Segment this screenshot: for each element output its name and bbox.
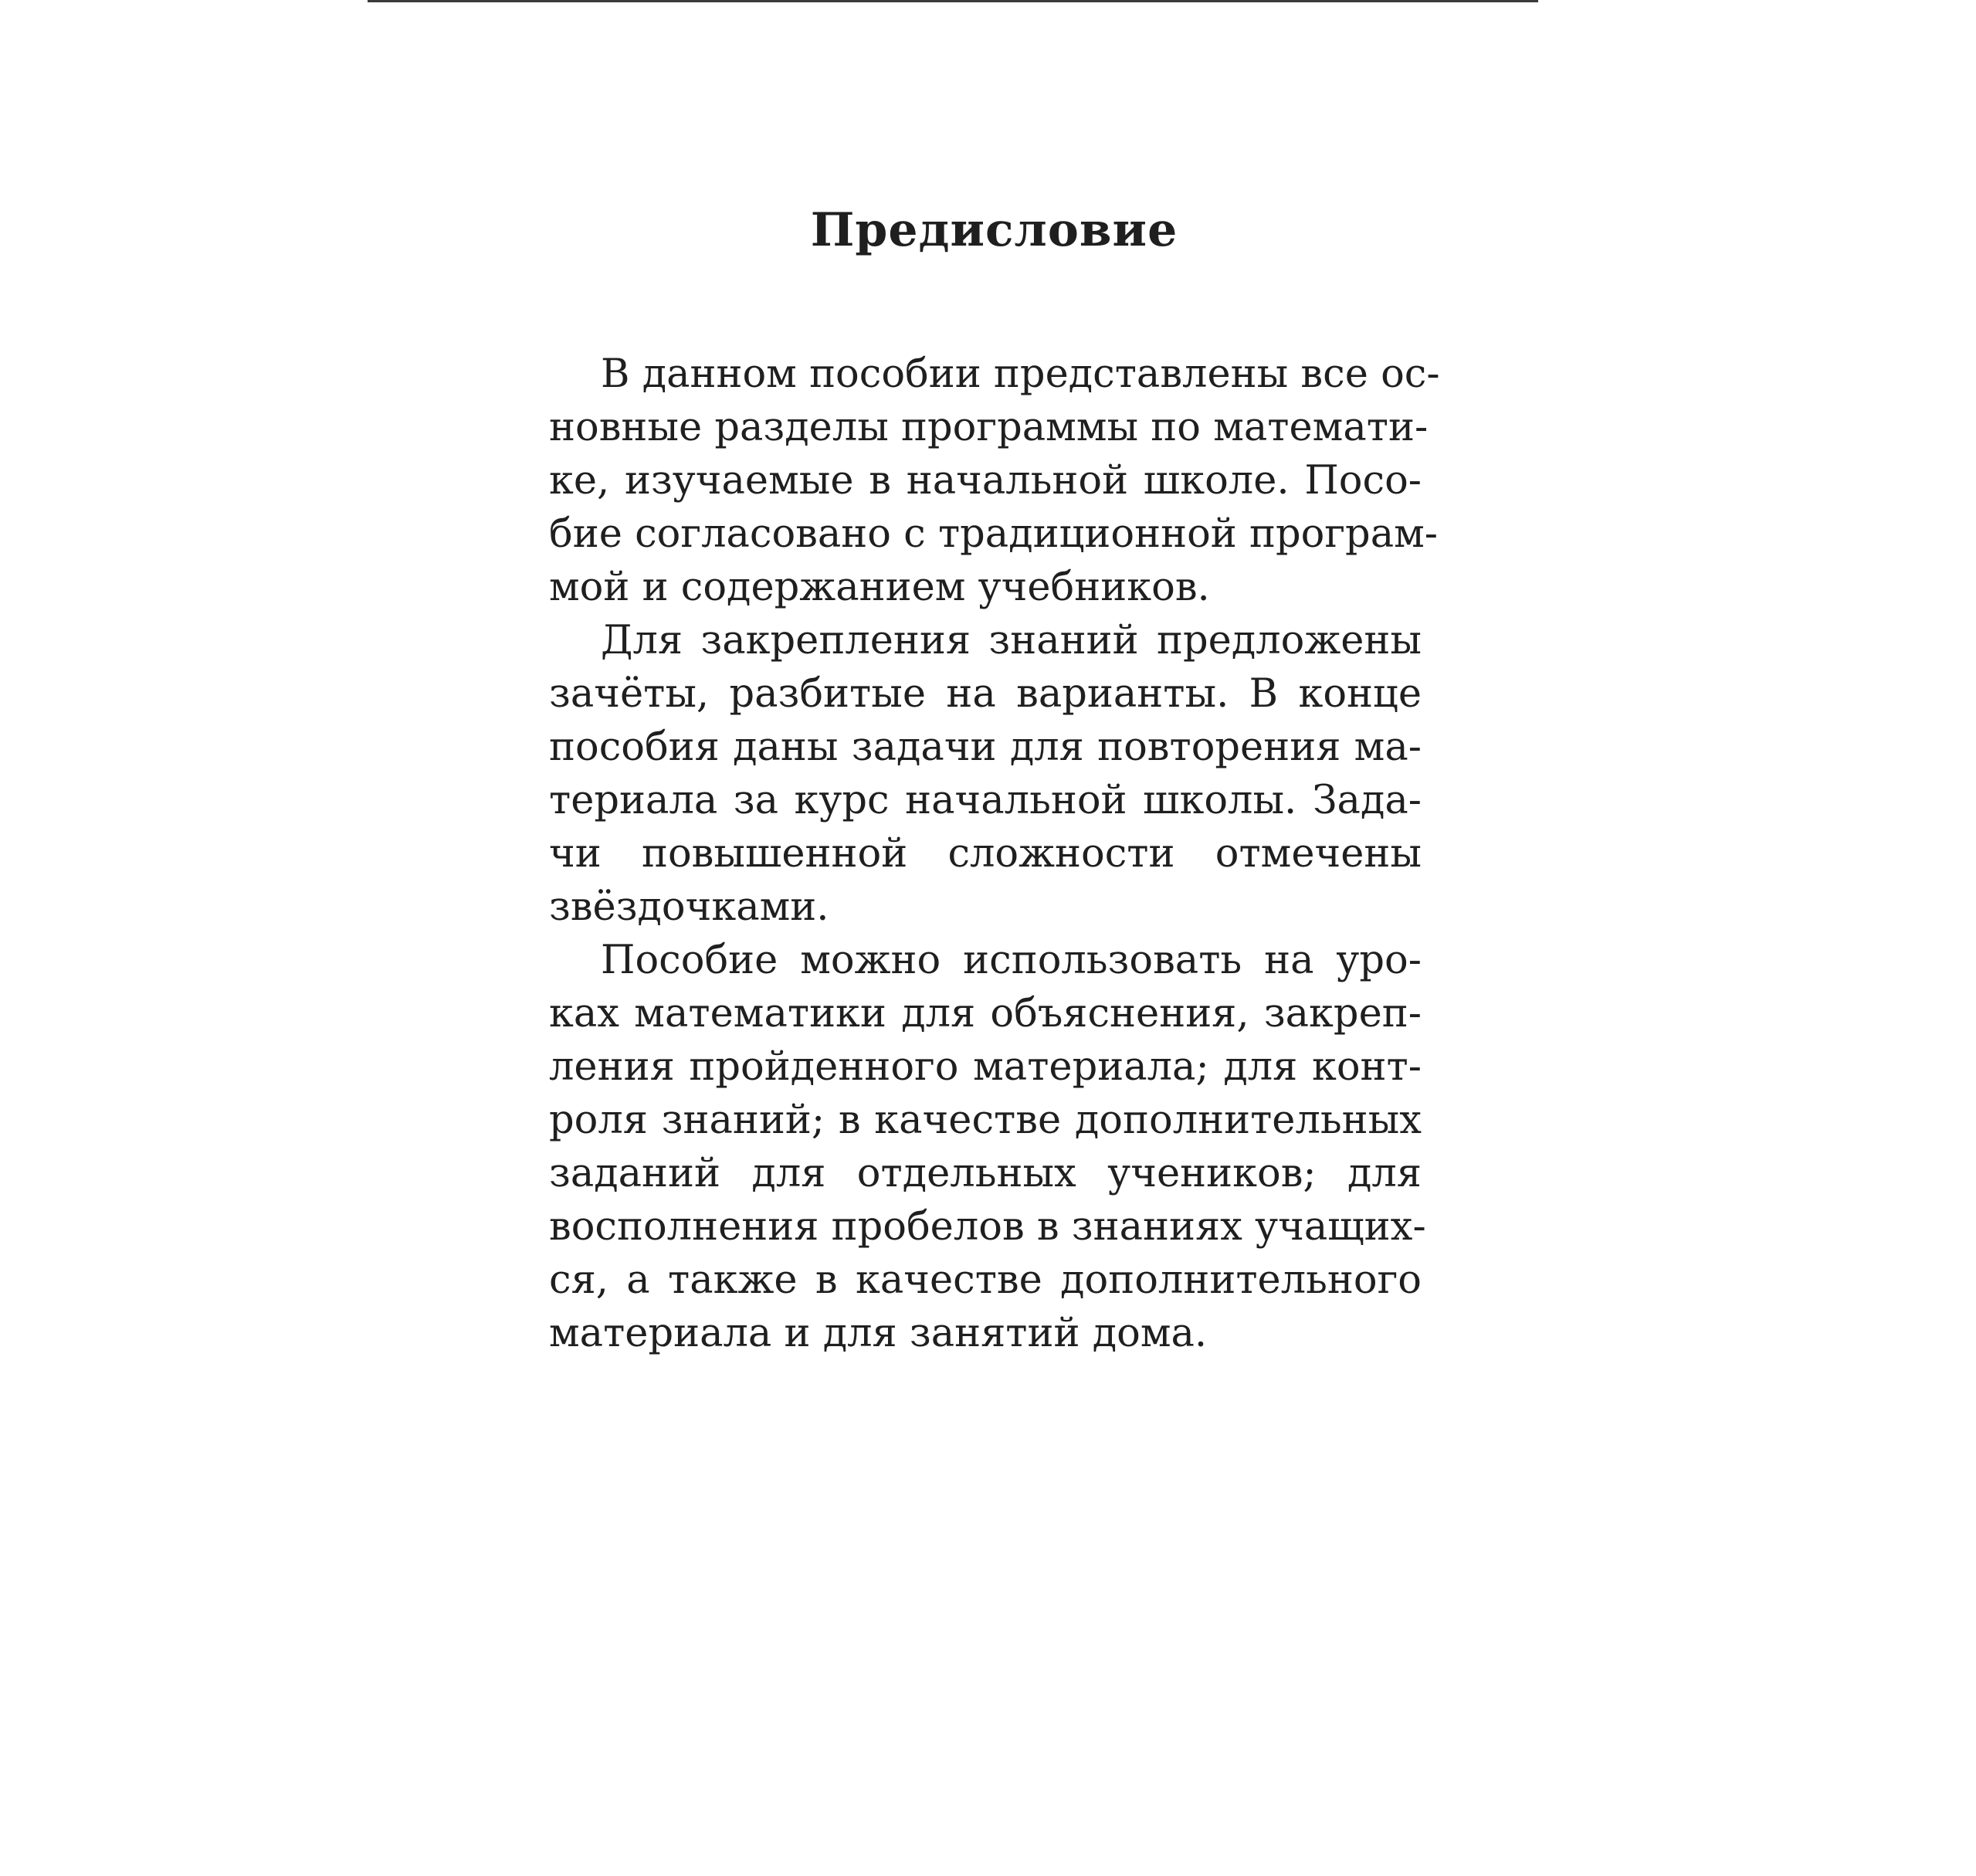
text-line: Пособие можно использовать на уро- [601,938,1422,983]
text-line: новные разделы программы по математи- [549,405,1429,450]
text-line: роля знаний; в качестве дополнительных [549,1097,1422,1143]
text-line: ке, изучаемые в начальной школе. Посо- [549,458,1422,504]
text-line: ках математики для объяснения, закреп- [549,991,1422,1036]
top-rule [368,0,1538,2]
text-line: мой и содержанием учебников. [549,565,1210,610]
paragraph-2 [549,614,1422,934]
text-line: чи повышенной сложности отмечены [549,831,1422,877]
paragraph-1 [549,348,1440,614]
text-line: заданий для отдельных учеников; для [549,1151,1422,1196]
text-line: зачёты, разбитые на варианты. В конце [549,671,1422,717]
paragraph-3 [549,934,1426,1360]
text-line: ления пройденного материала; для конт- [549,1044,1422,1090]
page-title: Предисловие [810,203,1178,257]
preface-body [549,348,1440,1360]
text-line: ся, а также в качестве дополнительного [549,1257,1422,1303]
text-line: В данном пособии представлены все ос- [601,351,1440,397]
text-line: бие согласовано с традиционной програм- [549,511,1439,557]
text-line: материала и для занятий дома. [549,1311,1208,1356]
text-line: пособия даны задачи для повторения ма- [549,724,1422,770]
text-line: териала за курс начальной школы. Зада- [549,778,1422,823]
text-line: Для закрепления знаний предложены [601,618,1422,663]
text-line: восполнения пробелов в знаниях учащих- [549,1204,1426,1250]
text-line: звёздочками. [549,884,829,930]
